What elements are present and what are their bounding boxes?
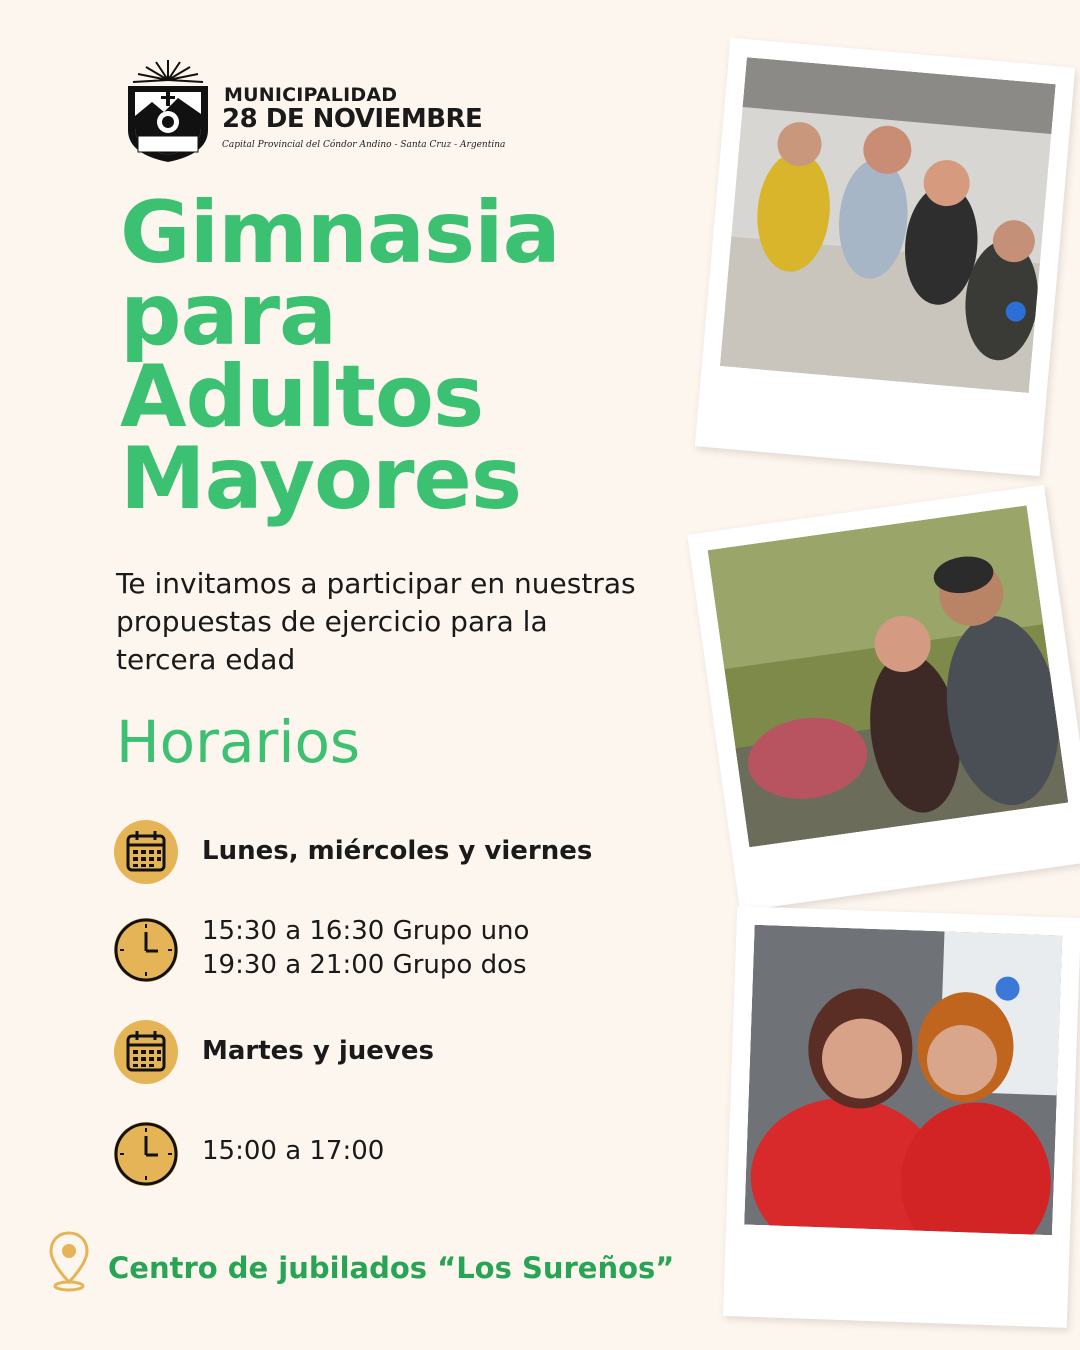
schedule-time-group-1: 15:30 a 16:30 Grupo uno [202,916,530,946]
title-line-4: Mayores [120,429,522,529]
page-title [120,183,560,529]
municipal-crest-icon [122,58,214,164]
location-pin-icon [47,1230,91,1292]
photo-couple-dancing [708,505,1069,847]
intro-text: Te invitamos a participar en nuestras propuestas de ejercicio para la tercera edad [116,567,636,676]
horarios-heading: Horarios [116,708,361,776]
schedule-days-text: Lunes, miércoles y viernes [202,836,593,866]
photo-frame-1 [695,38,1075,477]
clock-icon [114,1122,178,1186]
title-line-1: Gimnasia [120,183,560,283]
calendar-icon [114,820,178,884]
schedule-time-group-2: 19:30 a 21:00 Grupo dos [202,950,527,980]
photo-group-smiling [720,57,1056,393]
municipal-logo [122,58,506,168]
photo-frame-3 [723,906,1080,1328]
title-line-2: para [120,265,337,365]
org-tagline: Capital Provincial del Cóndor Andino - Santa Cruz - Argentina [222,140,506,150]
title-line-3: Adultos [120,347,484,447]
photo-two-women [744,925,1062,1236]
photo-frame-2 [687,485,1080,911]
location-text: Centro de jubilados “Los Sureños” [108,1251,675,1285]
calendar-icon [114,1020,178,1084]
org-name-line2: 28 DE NOVIEMBRE [222,104,483,134]
org-name-line1: MUNICIPALIDAD [224,84,398,106]
clock-icon [114,918,178,982]
schedule-days-text: Martes y jueves [202,1036,434,1066]
schedule-time-text: 15:00 a 17:00 [202,1136,385,1166]
